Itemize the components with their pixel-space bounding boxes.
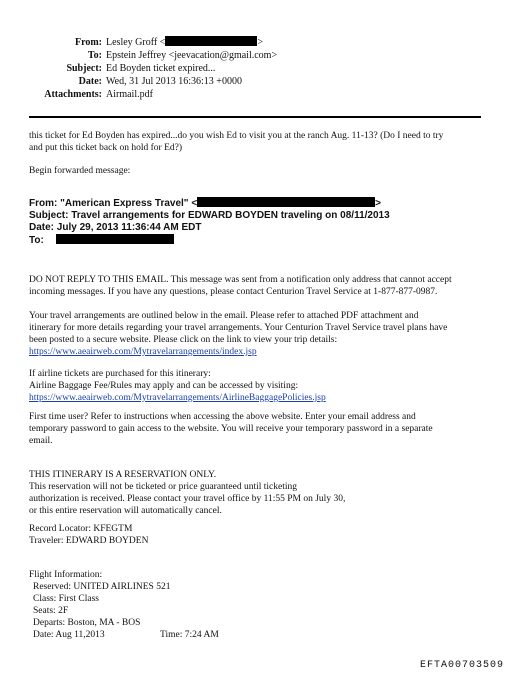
baggage-paragraph — [29, 368, 489, 404]
flight-departs: Departs: Boston, MA - BOS — [33, 618, 141, 628]
message-line: and put this ticket back on hold for Ed?) — [29, 143, 183, 153]
forwarded-header — [29, 197, 489, 247]
header-to-row — [0, 49, 512, 62]
from-value — [106, 36, 263, 49]
body-line: This reservation will not be ticketed or price guaranteed until ticketing — [29, 482, 298, 492]
to-label: To: — [87, 50, 102, 61]
forwarded-to — [29, 234, 489, 247]
header-from-row — [0, 36, 512, 49]
subject-value: Ed Boyden ticket expired... — [106, 63, 216, 74]
flight-info — [29, 569, 489, 641]
date-label: Date: — [78, 76, 102, 87]
body-line: temporary password to gain access to the website. You will receive your temporary password in a separate — [29, 424, 433, 434]
forwarded-date: Date: July 29, 2013 11:36:44 AM EDT — [29, 222, 202, 233]
body-line: itinerary for more details regarding your travel arrangements. Your Centurion Travel Service travel plans have — [29, 323, 448, 333]
flight-reserved: Reserved: UNITED AIRLINES 521 — [33, 582, 171, 592]
traveler: Traveler: EDWARD BOYDEN — [29, 536, 149, 546]
body-line: If airline tickets are purchased for this itinerary: — [29, 369, 211, 379]
record-locator: Record Locator: KFEGTM — [29, 524, 133, 534]
from-label: From: — [74, 37, 102, 48]
reservation-paragraph — [29, 469, 489, 517]
subject-label: Subject: — [66, 63, 102, 74]
header-subject-row — [0, 62, 512, 75]
body-line: email. — [29, 436, 53, 446]
forwarded-to-label: To: — [29, 235, 44, 246]
flight-date-row — [29, 629, 489, 641]
body-line: First time user? Refer to instructions when accessing the above website. Enter your email address and — [29, 412, 416, 422]
header-date-row — [0, 75, 512, 88]
from-name: Lesley Groff < — [106, 37, 166, 48]
to-value: Epstein Jeffrey <jeevacation@gmail.com> — [106, 50, 278, 61]
date-value: Wed, 31 Jul 2013 16:36:13 +0000 — [106, 76, 242, 87]
arrangements-paragraph — [29, 310, 489, 358]
from-suffix: > — [257, 37, 263, 48]
message-paragraph — [29, 130, 489, 154]
attachments-label: Attachments: — [44, 89, 102, 100]
flight-title: Flight Information: — [29, 570, 103, 580]
forwarded-from — [29, 197, 489, 210]
flight-class: Class: First Class — [33, 594, 99, 604]
redaction-bar — [56, 234, 174, 244]
header-attachments-row — [0, 88, 512, 101]
header-divider — [29, 116, 481, 118]
body-line: Your travel arrangements are outlined below in the email. Please refer to attached PDF attachment and — [29, 311, 419, 321]
forwarded-from-text: From: "American Express Travel" < — [29, 198, 198, 209]
body-line: authorization is received. Please contact your travel office by 11:55 PM on July 30, — [29, 494, 346, 504]
noreply-paragraph — [29, 274, 489, 298]
flight-date: Date: Aug 11,2013 — [33, 630, 105, 640]
body-line: Airline Baggage Fee/Rules may apply and can be accessed by visiting: — [29, 381, 299, 391]
message-line: this ticket for Ed Boyden has expired...do you wish Ed to visit you at the ranch Aug. 11-13? (Do I need to try — [29, 131, 444, 141]
forwarded-subject: Subject: Travel arrangements for EDWARD BOYDEN traveling on 08/11/2013 — [29, 210, 390, 221]
body-line: been posted to a secure website. Please click on the link to view your trip details: — [29, 335, 338, 345]
forwarded-label: Begin forwarded message: — [29, 166, 131, 176]
arrangements-link[interactable]: https://www.aeairweb.com/Mytravelarrangements/index.jsp — [29, 347, 257, 357]
attachments-value: Airmail.pdf — [106, 89, 153, 100]
document-id: EFTA00703509 — [419, 660, 504, 671]
body-line: or this entire reservation will automatically cancel. — [29, 506, 222, 516]
flight-seats: Seats: 2F — [33, 606, 69, 616]
body-line: DO NOT REPLY TO THIS EMAIL. This message was sent from a notification only address that cannot accept — [29, 275, 452, 285]
baggage-link[interactable]: https://www.aeairweb.com/Mytravelarrangements/AirlineBaggagePolicies.jsp — [29, 393, 326, 403]
forwarded-from-suffix: > — [375, 198, 382, 209]
forwarded-note — [29, 165, 489, 177]
first-time-paragraph — [29, 411, 489, 447]
redaction-bar — [165, 36, 257, 46]
body-line: THIS ITINERARY IS A RESERVATION ONLY. — [29, 470, 217, 480]
flight-time: Time: 7:24 AM — [160, 630, 219, 640]
body-line: incoming messages. If you have any questions, please contact Centurion Travel Service at 1-877-877-0987. — [29, 287, 438, 297]
record-paragraph — [29, 523, 489, 547]
redaction-bar — [197, 197, 375, 207]
